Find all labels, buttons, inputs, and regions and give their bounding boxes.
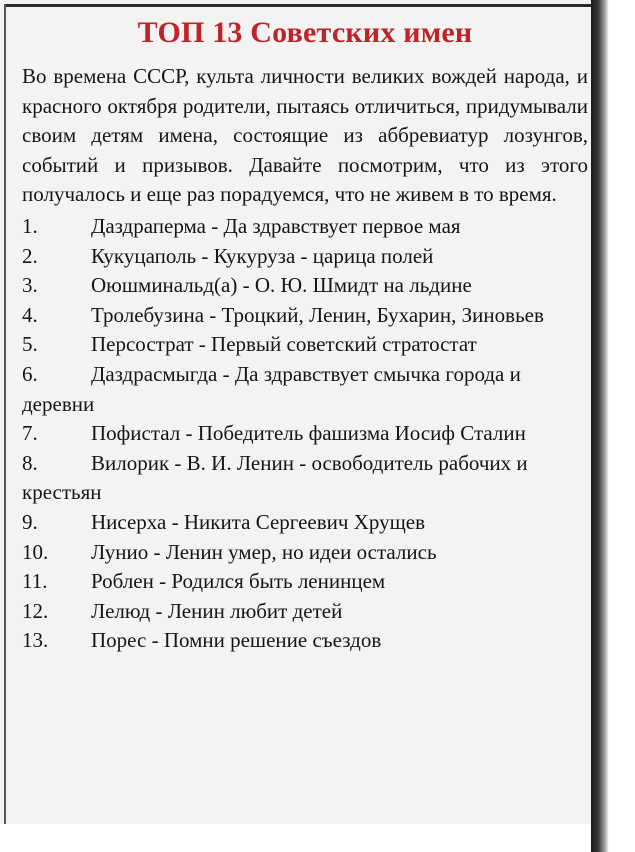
entry-number: 12. [22,598,49,623]
entry-number: 5. [22,332,38,357]
entry-number: 1. [22,213,38,238]
entry-text: Тролебузина - Троцкий, Ленин, Бухарин, Зиновьев [91,302,544,327]
entry-number: 4. [22,302,38,327]
entry-number: 10. [22,539,49,564]
entry-text: Кукуцаполь - Кукуруза - царица полей [91,243,434,268]
name-entry [22,626,588,656]
entry-text: Лунио - Ленин умер, но идеи остались [91,539,437,564]
entry-number: 3. [22,273,38,298]
entry-number: 6. [22,361,38,386]
entry-text: Нисерха - Никита Сергеевич Хрущев [91,509,426,534]
entry-text: Даздрасмыгда - Да здравствует смычка города и деревни [22,361,521,416]
name-entry [22,360,588,419]
entry-text: Вилорик - В. И. Ленин - освободитель рабочих и крестьян [22,450,528,505]
entry-number: 8. [22,450,38,475]
name-entry [22,449,588,508]
entry-number: 13. [22,628,49,653]
name-entry [22,330,588,360]
top-border-line [4,4,591,7]
name-entry [22,538,588,568]
name-entry [22,271,588,301]
article-title: ТОП 13 Советских имен [137,16,473,49]
entry-text: Оюшминальд(а) - О. Ю. Шмидт на льдине [91,273,472,298]
entry-text: Порес - Помни решение съездов [91,628,382,653]
entry-number: 2. [22,243,38,268]
entry-text: Персострат - Первый советский стратостат [91,332,477,357]
entry-number: 11. [22,569,48,594]
name-entry [22,508,588,538]
scan-edge-shadow [591,0,609,852]
entry-text: Пофистал - Победитель фашизма Иосиф Сталин [91,421,526,446]
entry-number: 7. [22,421,38,446]
article [22,10,588,656]
article-intro: Во времена СССР, культа личности великих вождей народа, и красного октября родители, пытаясь отличиться, придумывали своим детям имена, состоящие из аббревиатур лозунгов, событий и призывов. Давайте посмотрим, что из этого получалось и еще раз порадуемся, что не живем в то время. [22,64,588,207]
entry-text: Даздраперма - Да здравствует первое мая [91,213,461,238]
name-entry [22,301,588,331]
name-entry [22,567,588,597]
name-entry [22,419,588,449]
name-entry [22,242,588,272]
entry-text: Роблен - Родился быть ленинцем [91,569,386,594]
names-list [22,212,588,656]
name-entry [22,212,588,242]
left-border-line [4,4,6,824]
entry-text: Лелюд - Ленин любит детей [91,598,343,623]
page-bottom-margin [0,824,591,852]
entry-number: 9. [22,509,38,534]
name-entry [22,597,588,627]
